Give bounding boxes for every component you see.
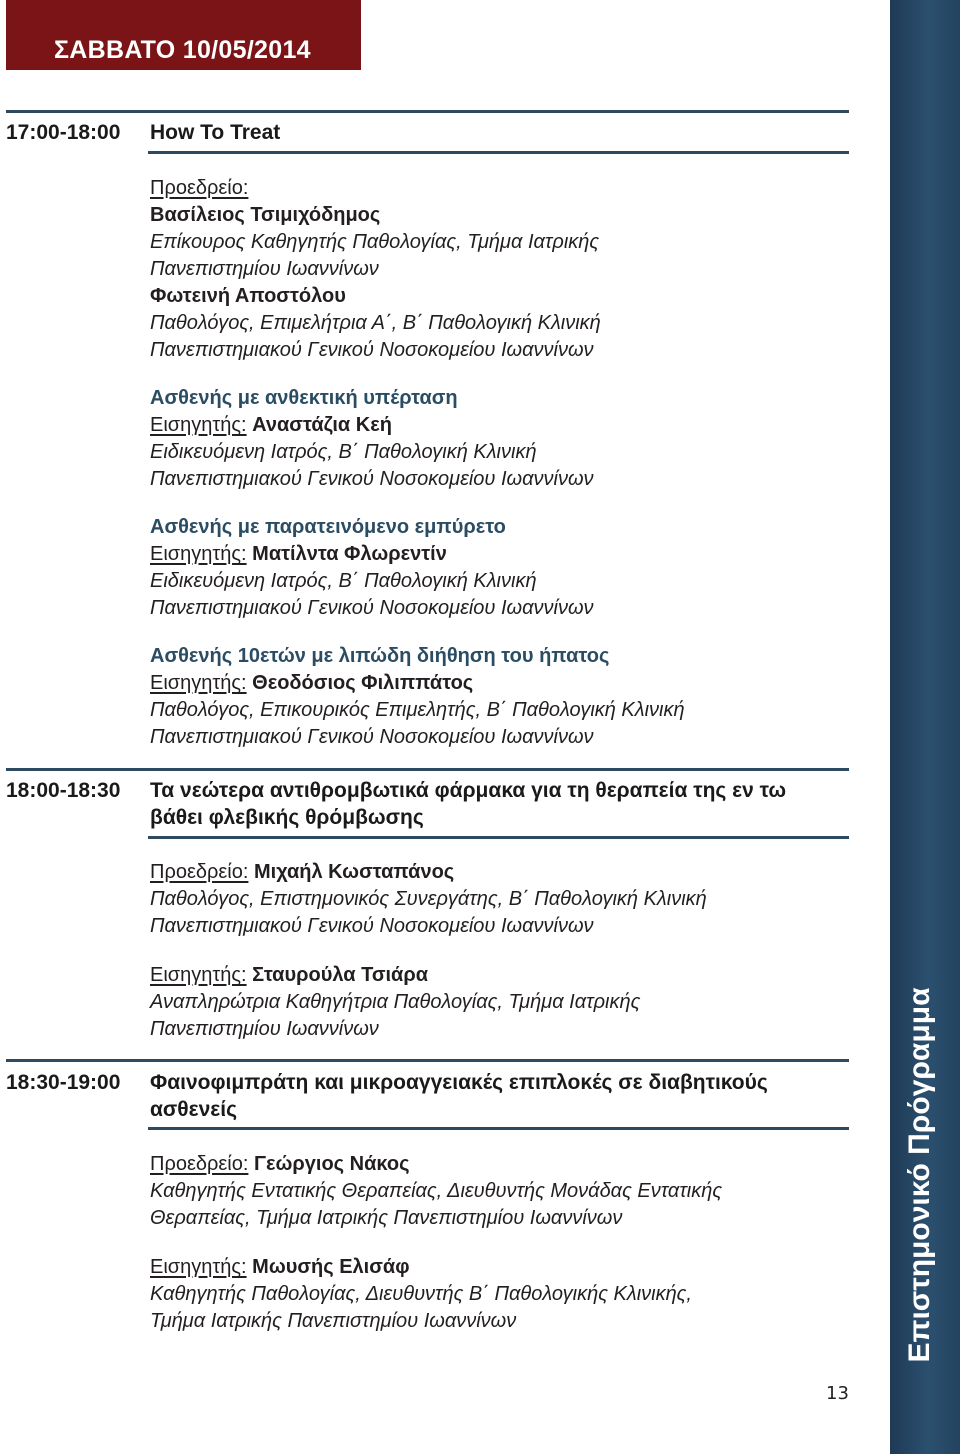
- divider: [148, 1127, 849, 1130]
- divider: [148, 151, 849, 154]
- session-title-line: Φαινοφιμπράτη και μικροαγγειακές επιπλοκές σε διαβητικούς: [150, 1071, 768, 1094]
- speaker-affiliation: Τμήμα Ιατρικής Πανεπιστημίου Ιωαννίνων: [150, 1310, 517, 1332]
- session-time: 18:00-18:30: [6, 779, 121, 802]
- session-time: 18:30-19:00: [6, 1071, 121, 1094]
- chair-name: Φωτεινή Αποστόλου: [150, 285, 346, 307]
- speaker-affiliation: Αναπληρώτρια Καθηγήτρια Παθολογίας, Τμήμα Ιατρικής: [150, 991, 641, 1013]
- speaker-affiliation: Πανεπιστημιακού Γενικού Νοσοκομείου Ιωαννίνων: [150, 468, 594, 490]
- speaker-label: Εισηγητής:: [150, 672, 247, 694]
- chair-affiliation: Πανεπιστημιακού Γενικού Νοσοκομείου Ιωαννίνων: [150, 339, 594, 361]
- talk-topic: Ασθενής με ανθεκτική υπέρταση: [150, 387, 458, 409]
- session-title-line: Τα νεώτερα αντιθρομβωτικά φάρμακα για τη θεραπεία της εν τω: [150, 779, 787, 802]
- chair-affiliation: Πανεπιστημιακού Γενικού Νοσοκομείου Ιωαννίνων: [150, 915, 594, 937]
- talk-block: [150, 385, 850, 493]
- speaker-label: Εισηγητής:: [150, 1256, 247, 1278]
- divider: [6, 110, 849, 113]
- speaker-name: Μωυσής Ελισάφ: [252, 1256, 410, 1278]
- divider: [148, 836, 849, 839]
- presidium-block: [150, 859, 850, 940]
- sidebar-title: Επιστημονικό Πρόγραμμα: [903, 987, 936, 1363]
- session-title-line: ασθενείς: [150, 1098, 237, 1121]
- presidium-block: [150, 1151, 850, 1232]
- speaker-affiliation: Ειδικευόμενη Ιατρός, Β΄ Παθολογική Κλινική: [150, 570, 537, 592]
- chair-name: Μιχαήλ Κωσταπάνος: [253, 861, 455, 883]
- speaker-block: [150, 962, 850, 1043]
- speaker-name: Ματίλντα Φλωρεντίν: [252, 543, 447, 565]
- chair-affiliation: Θεραπείας, Τμήμα Ιατρικής Πανεπιστημίου Ιωαννίνων: [150, 1207, 623, 1229]
- speaker-label: Εισηγητής:: [150, 414, 247, 436]
- talk-topic: Ασθενής με παρατεινόμενο εμπύρετο: [150, 516, 506, 538]
- speaker-affiliation: Πανεπιστημιακού Γενικού Νοσοκομείου Ιωαννίνων: [150, 726, 594, 748]
- presidium-block: [150, 175, 850, 364]
- page-number: 13: [826, 1383, 849, 1404]
- date-banner: [6, 0, 361, 70]
- session-title: [150, 1069, 855, 1123]
- chair-affiliation: Καθηγητής Εντατικής Θεραπείας, Διευθυντής Μονάδας Εντατικής: [150, 1180, 723, 1202]
- speaker-affiliation: Καθηγητής Παθολογίας, Διευθυντής Β΄ Παθολογικής Κλινικής,: [150, 1283, 692, 1305]
- speaker-block: [150, 1254, 850, 1335]
- session-title: [150, 777, 855, 831]
- chair-affiliation: Πανεπιστημίου Ιωαννίνων: [150, 258, 379, 280]
- chair-affiliation: Παθολόγος, Επιμελήτρια Α΄, Β΄ Παθολογική Κλινική: [150, 312, 601, 334]
- divider: [6, 1059, 849, 1062]
- presidium-label: Προεδρείο:: [150, 861, 249, 883]
- speaker-affiliation: Παθολόγος, Επικουρικός Επιμελητής, Β΄ Παθολογική Κλινική: [150, 699, 685, 721]
- speaker-affiliation: Πανεπιστημίου Ιωαννίνων: [150, 1018, 379, 1040]
- speaker-affiliation: Πανεπιστημιακού Γενικού Νοσοκομείου Ιωαννίνων: [150, 597, 594, 619]
- speaker-affiliation: Ειδικευόμενη Ιατρός, Β΄ Παθολογική Κλινική: [150, 441, 537, 463]
- talk-topic: Ασθενής 10ετών με λιπώδη διήθηση του ήπατος: [150, 645, 610, 667]
- speaker-name: Θεοδόσιος Φιλιππάτος: [252, 672, 474, 694]
- session-title: How To Treat: [150, 121, 281, 144]
- chair-affiliation: Επίκουρος Καθηγητής Παθολογίας, Τμήμα Ιατρικής: [150, 231, 600, 253]
- speaker-name: Σταυρούλα Τσιάρα: [252, 964, 429, 986]
- talk-block: [150, 643, 850, 751]
- speaker-label: Εισηγητής:: [150, 543, 247, 565]
- session-time: 17:00-18:00: [6, 121, 121, 144]
- chair-name: Γεώργιος Νάκος: [253, 1153, 410, 1175]
- speaker-name: Αναστάζια Κεή: [252, 414, 392, 436]
- presidium-label: Προεδρείο:: [150, 177, 249, 199]
- talk-block: [150, 514, 850, 622]
- chair-name: Βασίλειος Τσιμιχόδημος: [150, 204, 381, 226]
- date-text: ΣΑΒΒΑΤΟ 10/05/2014: [54, 36, 311, 64]
- chair-affiliation: Παθολόγος, Επιστημονικός Συνεργάτης, Β΄ Παθολογική Κλινική: [150, 888, 707, 910]
- divider: [6, 768, 849, 771]
- session-title-line: βάθει φλεβικής θρόμβωσης: [150, 806, 424, 829]
- speaker-label: Εισηγητής:: [150, 964, 247, 986]
- presidium-label: Προεδρείο:: [150, 1153, 249, 1175]
